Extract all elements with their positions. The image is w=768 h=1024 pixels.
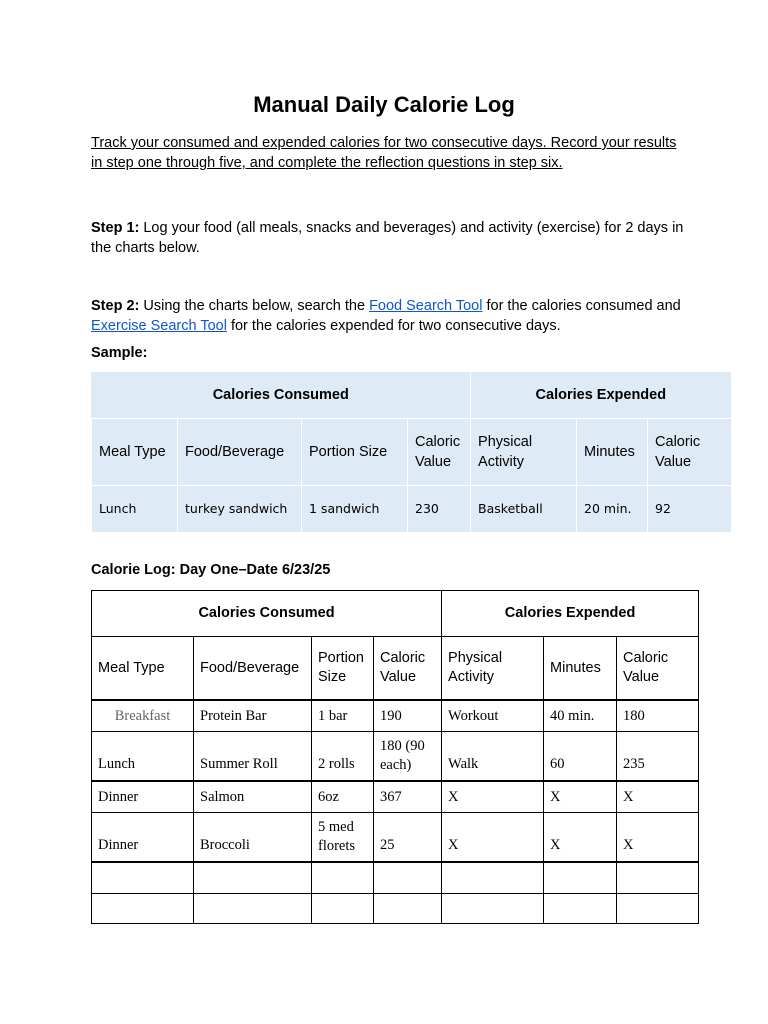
step-1-label: Step 1:: [91, 220, 140, 236]
table-cell[interactable]: Walk: [442, 732, 544, 782]
food-search-tool-link[interactable]: Food Search Tool: [369, 298, 483, 314]
day-one-col-minutes: Minutes: [544, 637, 617, 701]
table-cell[interactable]: Lunch: [92, 732, 194, 782]
table-cell[interactable]: X: [617, 781, 699, 813]
day-one-col-caloric-value: Caloric Value: [374, 637, 442, 701]
table-cell[interactable]: Dinner: [92, 781, 194, 813]
table-cell[interactable]: 40 min.: [544, 700, 617, 732]
table-cell[interactable]: 2 rolls: [312, 732, 374, 782]
sample-col-food-beverage: Food/Beverage: [178, 419, 302, 486]
table-cell[interactable]: 190: [374, 700, 442, 732]
table-cell[interactable]: [374, 862, 442, 894]
table-cell[interactable]: [194, 894, 312, 924]
sample-cell: 230: [408, 486, 471, 533]
table-row: [92, 700, 699, 732]
table-row: [92, 732, 699, 782]
table-cell[interactable]: X: [442, 781, 544, 813]
exercise-search-tool-link[interactable]: Exercise Search Tool: [91, 318, 227, 334]
step-2-text-c: for the calories expended for two consecutive days.: [226, 318, 561, 334]
sample-column-header-row: [92, 419, 731, 486]
step-2-label: Step 2:: [91, 298, 140, 314]
step-2-text-a: Using the charts below, search the: [139, 298, 370, 314]
step-1-paragraph: [91, 218, 691, 258]
sample-header-row: [92, 372, 731, 419]
table-cell[interactable]: Salmon: [194, 781, 312, 813]
table-cell[interactable]: [92, 862, 194, 894]
table-cell[interactable]: [442, 894, 544, 924]
step-2-text-b: for the calories consumed and: [482, 298, 681, 314]
table-cell[interactable]: Breakfast: [92, 700, 194, 732]
table-cell[interactable]: Protein Bar: [194, 700, 312, 732]
sample-cell: 20 min.: [577, 486, 648, 533]
table-cell[interactable]: Summer Roll: [194, 732, 312, 782]
sample-cell: turkey sandwich: [178, 486, 302, 533]
table-cell[interactable]: X: [544, 813, 617, 863]
table-cell[interactable]: [194, 862, 312, 894]
table-cell[interactable]: X: [442, 813, 544, 863]
page-title: Manual Daily Calorie Log: [253, 92, 515, 117]
sample-cell: Lunch: [92, 486, 178, 533]
table-cell[interactable]: Dinner: [92, 813, 194, 863]
table-cell[interactable]: 180 (90 each): [374, 732, 442, 782]
table-cell[interactable]: Workout: [442, 700, 544, 732]
table-cell[interactable]: [617, 862, 699, 894]
table-row: [92, 894, 699, 924]
table-cell[interactable]: [374, 894, 442, 924]
table-cell[interactable]: [92, 894, 194, 924]
day-one-header-row: [92, 591, 699, 637]
step-2-paragraph: [91, 296, 691, 336]
table-row: [92, 862, 699, 894]
table-cell[interactable]: [544, 894, 617, 924]
table-cell[interactable]: [312, 894, 374, 924]
sample-col-physical-activity: Physical Activity: [471, 419, 577, 486]
sample-data-row: [92, 486, 731, 533]
table-cell[interactable]: [617, 894, 699, 924]
day-one-col-caloric-value-expended: Caloric Value: [617, 637, 699, 701]
sample-col-portion-size: Portion Size: [302, 419, 408, 486]
table-cell[interactable]: X: [617, 813, 699, 863]
sample-expended-header: Calories Expended: [471, 372, 731, 419]
sample-col-caloric-value-expended: Caloric Value: [648, 419, 731, 486]
table-cell[interactable]: 367: [374, 781, 442, 813]
day-one-col-physical-activity: Physical Activity: [442, 637, 544, 701]
table-cell[interactable]: Broccoli: [194, 813, 312, 863]
sample-cell: Basketball: [471, 486, 577, 533]
table-cell[interactable]: 235: [617, 732, 699, 782]
table-cell[interactable]: 60: [544, 732, 617, 782]
table-cell[interactable]: 180: [617, 700, 699, 732]
day-one-expended-header: Calories Expended: [442, 591, 699, 637]
table-cell[interactable]: [312, 862, 374, 894]
sample-consumed-header: Calories Consumed: [212, 387, 349, 403]
sample-label: Sample:: [91, 345, 148, 361]
step-1-text: Log your food (all meals, snacks and beverages) and activity (exercise) for 2 days in the charts below.: [91, 220, 684, 256]
table-cell[interactable]: 25: [374, 813, 442, 863]
table-cell[interactable]: 6oz: [312, 781, 374, 813]
table-cell[interactable]: [544, 862, 617, 894]
day-one-column-header-row: [92, 637, 699, 701]
table-cell[interactable]: 1 bar: [312, 700, 374, 732]
day-one-col-portion-size: Portion Size: [312, 637, 374, 701]
day-one-table: [91, 590, 699, 924]
sample-col-caloric-value: Caloric Value: [408, 419, 471, 486]
table-row: [92, 781, 699, 813]
table-cell[interactable]: [442, 862, 544, 894]
table-row: [92, 813, 699, 863]
day-one-label: Calorie Log: Day One–Date 6/23/25: [91, 562, 331, 578]
sample-cell: 92: [648, 486, 731, 533]
table-cell[interactable]: X: [544, 781, 617, 813]
intro-text: Track your consumed and expended calories for two consecutive days. Record your results in step one through five, and complete the reflection questions in step six.: [91, 135, 677, 171]
table-cell[interactable]: 5 med florets: [312, 813, 374, 863]
sample-table: [91, 372, 731, 532]
sample-col-meal-type: Meal Type: [92, 419, 178, 486]
day-one-col-meal-type: Meal Type: [92, 637, 194, 701]
sample-cell: 1 sandwich: [302, 486, 408, 533]
sample-col-minutes: Minutes: [577, 419, 648, 486]
day-one-col-food-beverage: Food/Beverage: [194, 637, 312, 701]
day-one-consumed-header: Calories Consumed: [92, 591, 442, 637]
